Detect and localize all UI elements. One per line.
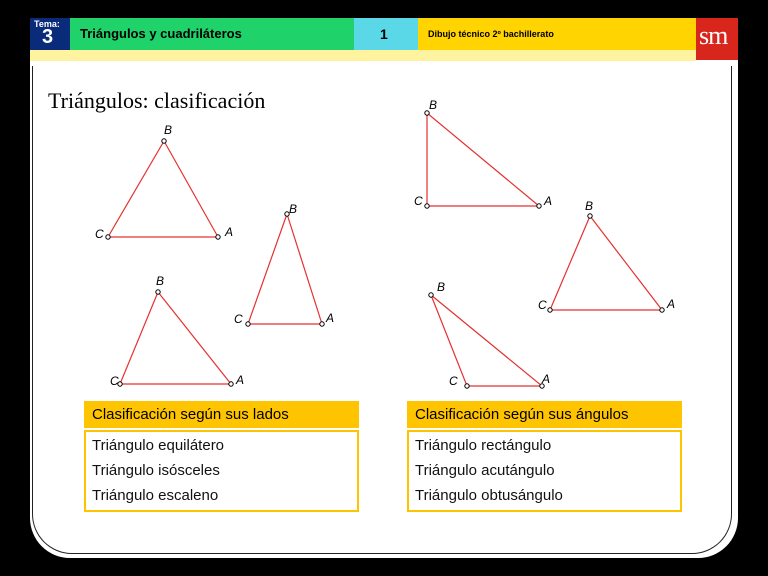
- vertex-label-c: C: [95, 227, 104, 241]
- list-item: Triángulo equilátero: [92, 437, 225, 454]
- triangle-right: [414, 98, 552, 208]
- list-item: Triángulo isósceles: [92, 462, 220, 479]
- vertex-label-c: C: [414, 194, 423, 208]
- list-item: Triángulo rectángulo: [415, 437, 552, 454]
- classification-by-sides: [84, 401, 359, 512]
- triangle-obtuse: [429, 280, 550, 388]
- vertex-label-c: C: [110, 374, 119, 388]
- vertex-label-c: C: [234, 312, 243, 326]
- vertex-label-a: A: [667, 297, 676, 311]
- tema-label: Tema:: [34, 19, 60, 29]
- classification-by-angles: [407, 401, 682, 512]
- box-heading: [407, 401, 682, 428]
- page-number: 1: [380, 26, 388, 42]
- slide-title: Triángulos: clasificación: [48, 88, 266, 113]
- vertex-label-a: A: [225, 225, 234, 239]
- vertex-label-c: C: [538, 298, 547, 312]
- vertex-label-b: B: [164, 123, 173, 137]
- triangle-equilateral: [95, 123, 233, 241]
- list-item: Triángulo acutángulo: [415, 462, 555, 479]
- vertex-label-a: A: [542, 372, 551, 386]
- angles-list: [407, 430, 682, 512]
- logo-text: sm: [699, 21, 728, 50]
- vertex-label-b: B: [585, 199, 594, 213]
- slide: [30, 18, 738, 558]
- tema-number: 3: [42, 26, 54, 48]
- box-heading: [84, 401, 359, 428]
- list-item: Triángulo escaleno: [92, 487, 219, 504]
- triangle-scalene: [110, 274, 244, 388]
- triangle-acute: [538, 199, 675, 312]
- angles-heading: Clasificación según sus ángulos: [415, 406, 629, 423]
- vertex-label-b: B: [156, 274, 165, 288]
- vertex-label-a: A: [236, 373, 245, 387]
- list-item: Triángulo obtusángulo: [415, 487, 563, 504]
- sides-heading: Clasificación según sus lados: [92, 406, 289, 423]
- vertex-label-b: B: [437, 280, 446, 294]
- vertex-label-a: A: [544, 194, 553, 208]
- course-label: Dibujo técnico 2º bachillerato: [428, 29, 554, 39]
- header-title: Triángulos y cuadriláteros: [80, 26, 242, 41]
- triangle-isosceles: [234, 202, 334, 326]
- vertex-label-c: C: [449, 374, 458, 388]
- vertex-label-a: A: [326, 311, 335, 325]
- vertex-label-b: B: [429, 98, 438, 112]
- vertex-label-b: B: [289, 202, 298, 216]
- sides-list: [84, 430, 359, 512]
